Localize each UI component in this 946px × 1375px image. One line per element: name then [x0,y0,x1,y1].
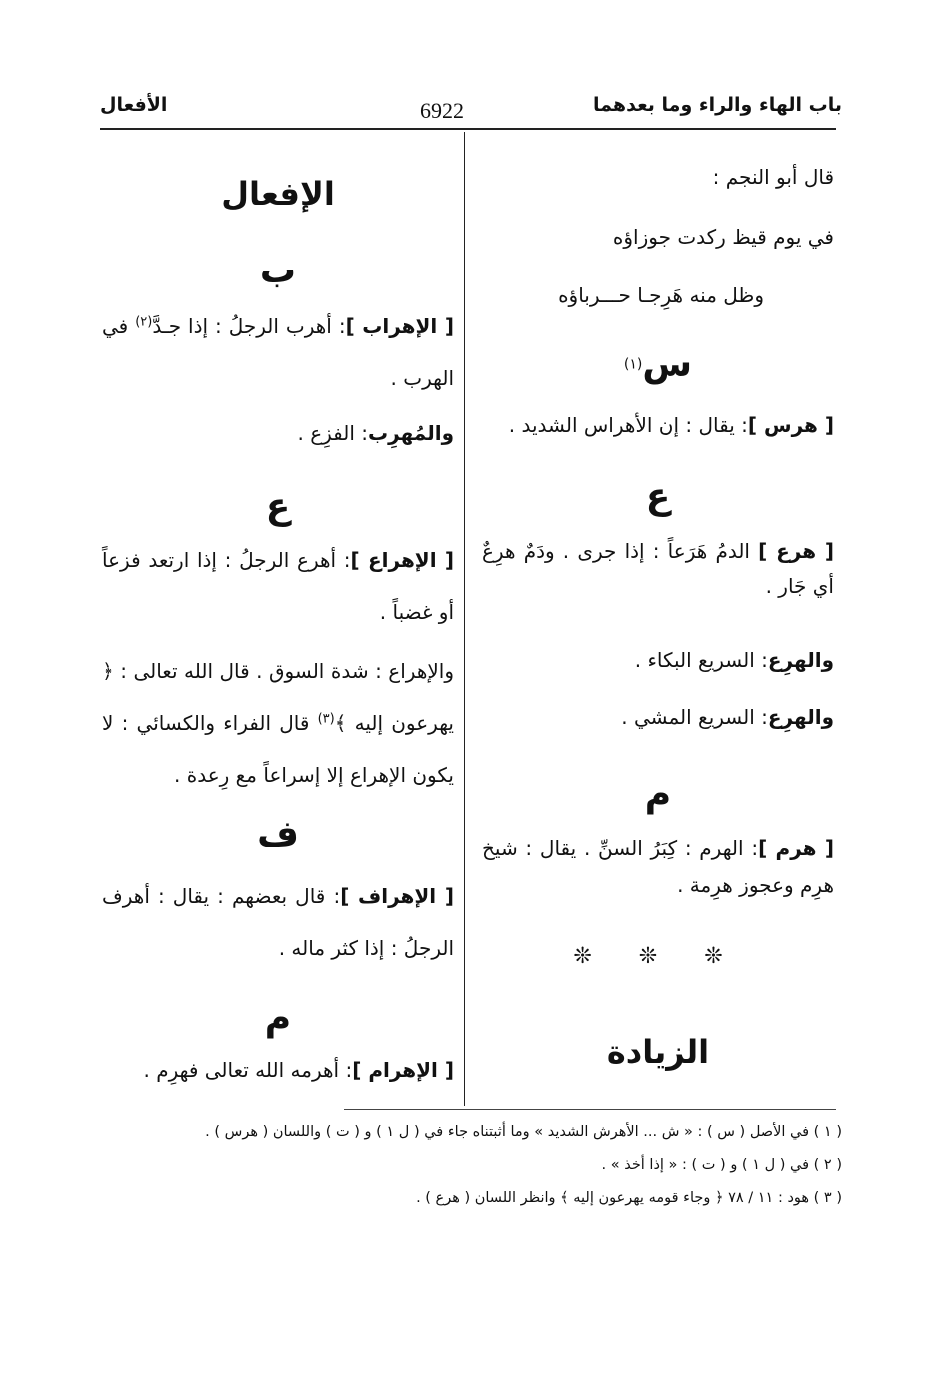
entry-haram [482,830,834,904]
headword: [ الإهراع ] [350,548,454,572]
footnote-ref-2: (٢) [135,314,153,330]
entry-halhari-1 [482,645,834,675]
footnote-2: ( ٢ ) في ( ل ١ ) و ( ت ) : « إذا أخذ » . [601,1157,842,1173]
letter-heading-fa: ف [257,814,299,855]
entry-text: والإهراع : شدة السوق . قال الله تعالى : ﴿ يهرعون إليه ﴾ [102,659,454,735]
footnote-3: ( ٣ ) هود : ١١ / ٧٨ ﴿ وجاء قومه يهرعون إليه ﴾ وانظر اللسان ( هرع ) . [416,1190,842,1206]
entry-ihram [102,1055,454,1085]
headword: والمُهرِب [368,421,454,445]
headword: والهرِع [767,648,834,672]
letter-sin: س [642,344,693,385]
letter-heading-ain: ع [645,476,671,517]
entry-text: : قال بعضهم : يقال : أهرف الرجلُ : إذا كثر ماله . [102,884,454,960]
section-ornament: ❊ ❊ ❊ [573,944,743,969]
entry-text: : أهرع الرجلُ : إذا ارتعد فزعاً أو غضباً . [102,548,454,624]
entry-halhari-2 [482,702,834,732]
letter-heading-sin [482,338,834,392]
footnote-ref-1: (١) [623,356,643,373]
header-rule [100,128,836,130]
entry-text-cont: قال الفراء والكسائي : لا يكون الإهراع إلا إسراعاً مع رِعدة . [102,711,454,787]
headword: [ الإهراب ] [345,314,454,338]
entry-text: : أهرمه الله تعالى فهرِم . [143,1058,353,1082]
intro-line: قال أبو النجم : [712,165,834,189]
page-number: 6922 [420,98,464,123]
footnote-1: ( ١ ) في الأصل ( س ) : « ش ... الأهرش الشديد » وما أثبتناه جاء في ( ل ١ ) و ( ت ) واللسان ( هرس ) . [205,1124,842,1140]
entry-ihrab [102,300,454,404]
entry-text: : يقال : إن الأهراس الشديد . [508,413,748,437]
entry-hara [482,534,834,604]
headword: [ الإهراف ] [340,884,454,908]
letter-heading-mim: م [264,998,292,1039]
footnote-rule [344,1109,836,1110]
entry-text: : الهرم : كِبَرُ السنِّ . يقال : شيخ هرِم وعجوز هرِمة . [482,836,834,897]
entry-text: : أهرب الرجلُ : إذا جـدَّ [152,314,346,338]
verse-line-2: وظل منه هَرِجـا حـــرباؤه [558,283,764,307]
entry-muhrab [102,418,454,448]
entry-text: : السريع البكاء . [634,648,768,672]
headword: والهرِع [767,705,834,729]
section-title-afaal: الإفعال [221,175,335,213]
headword: [ الإهرام ] [352,1058,454,1082]
entry-ihraa-2 [102,645,454,801]
entry-ihraa [102,534,454,638]
running-title: باب الهاء والراء وما بعدهما [593,94,842,116]
headword: [ هرع ] [758,539,834,563]
entry-text: : الفزِع . [297,421,369,445]
entry-text-cont: في الهرب . [102,314,454,390]
column-divider [464,132,465,1106]
entry-haras [482,410,834,440]
entry-text: الدمُ هَرَعاً : إذا جرى . ودَمٌ هرِعٌ أي جَار . [482,539,834,598]
letter-heading-mim: م [644,774,672,815]
verse-line-1: في يوم قيظ ركدت جوزاؤه [612,225,834,249]
entry-text: : السريع المشي . [621,705,768,729]
entry-ihraf [102,870,454,974]
section-title-ziyada: الزيادة [606,1033,710,1071]
letter-heading-ba: ب [259,250,297,291]
footnote-ref-3: (٣) [317,711,335,727]
section-running-title: الأفعال [100,94,168,116]
letter-heading-ain: ع [265,486,291,527]
headword: [ هرس ] [747,413,834,437]
headword: [ هرم ] [758,836,834,860]
